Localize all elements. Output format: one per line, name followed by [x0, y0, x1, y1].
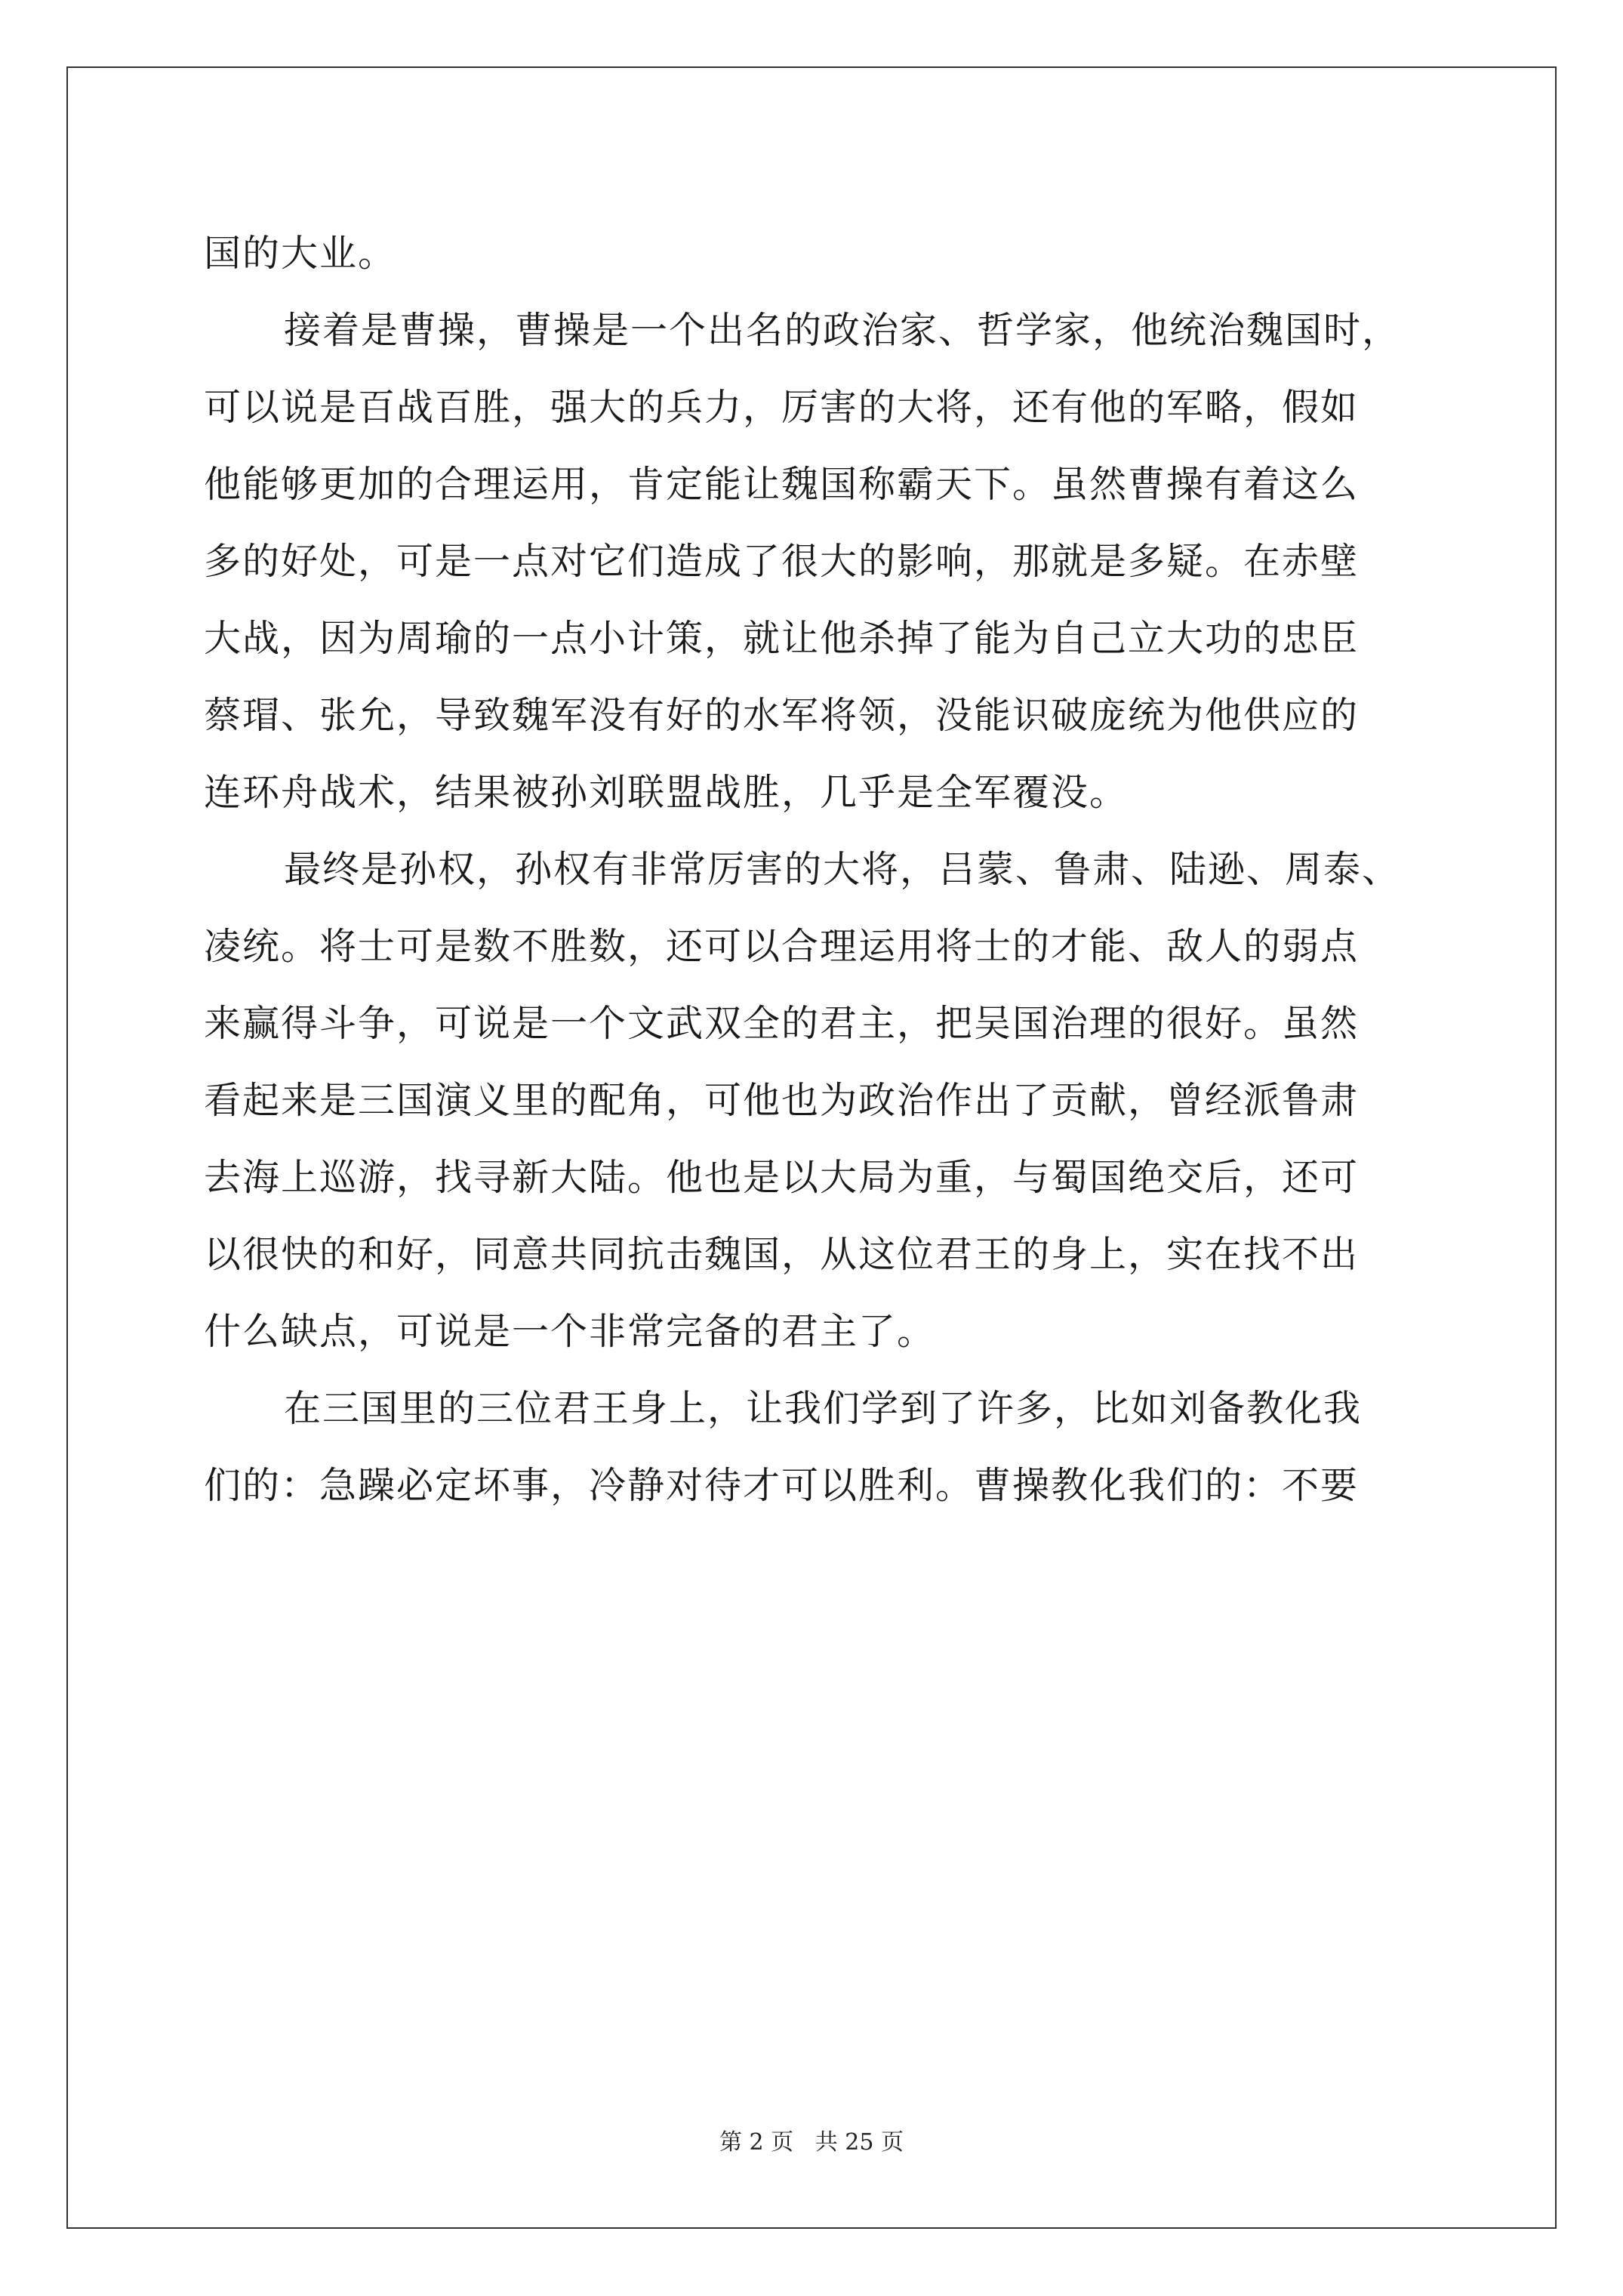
text-line-8: 连环舟战术，结果被孙刘联盟战胜，几乎是全军覆没。 — [204, 771, 1129, 814]
text-line-6: 大战，因为周瑜的一点小计策，就让他杀掉了能为自己立大功的忠臣 — [204, 617, 1360, 660]
text-line-16: 在三国里的三位君王身上，让我们学到了许多，比如刘备教化我 — [284, 1387, 1363, 1430]
text-line-10: 凌统。将士可是数不胜数，还可以合理运用将士的才能、敌人的弱点 — [204, 925, 1360, 968]
text-line-3: 可以说是百战百胜，强大的兵力，厉害的大将，还有他的军略，假如 — [204, 386, 1360, 429]
text-line-9: 最终是孙权，孙权有非常厉害的大将，吕蒙、鲁肃、陆逊、周泰、 — [284, 848, 1401, 891]
text-line-5: 多的好处，可是一点对它们造成了很大的影响，那就是多疑。在赤壁 — [204, 540, 1360, 583]
text-line-14: 以很快的和好，同意共同抗击魏国，从这位君王的身上，实在找不出 — [204, 1233, 1360, 1276]
text-line-11: 来赢得斗争，可说是一个文武双全的君主，把吴国治理的很好。虽然 — [204, 1002, 1360, 1045]
text-line-15: 什么缺点，可说是一个非常完备的君主了。 — [204, 1310, 936, 1353]
document-body — [204, 215, 1442, 1524]
text-line-2: 接着是曹操，曹操是一个出名的政治家、哲学家，他统治魏国时， — [284, 309, 1401, 352]
text-line-13: 去海上巡游，找寻新大陆。他也是以大局为重，与蜀国绝交后，还可 — [204, 1156, 1360, 1199]
text-line-17: 们的：急躁必定坏事，冷静对待才可以胜利。曹操教化我们的：不要 — [204, 1464, 1360, 1507]
page-number-footer: 第 2 页 共 25 页 — [719, 2129, 904, 2156]
text-line-12: 看起来是三国演义里的配角，可他也为政治作出了贡献，曾经派鲁肃 — [204, 1079, 1360, 1122]
text-line-7: 蔡瑁、张允，导致魏军没有好的水军将领，没能识破庞统为他供应的 — [204, 694, 1360, 737]
text-line-1: 国的大业。 — [204, 232, 397, 275]
text-line-4: 他能够更加的合理运用，肯定能让魏国称霸天下。虽然曹操有着这么 — [204, 463, 1360, 506]
